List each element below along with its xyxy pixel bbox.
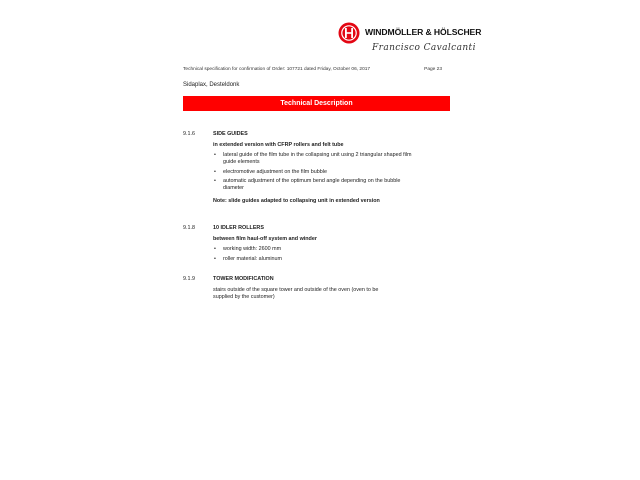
company-logo — [338, 20, 482, 56]
wh-logo-icon — [338, 22, 360, 44]
bullet-icon: • — [214, 168, 216, 175]
section-title: 10 IDLER ROLLERS — [213, 225, 264, 231]
list-item-text: automatic adjustment of the optimum bend angle depending on the bubble diameter — [223, 178, 401, 191]
section-title: TOWER MODIFICATION — [213, 276, 274, 282]
list-item-text: working width: 2600 mm — [223, 246, 282, 252]
section-title: SIDE GUIDES — [213, 131, 248, 137]
section-text: stairs outside of the square tower and outside of the oven (oven to be supplied by the customer) — [213, 287, 379, 301]
bullet-icon: • — [214, 178, 216, 185]
list-item-text: electromotive adjustment on the film bubble — [223, 168, 327, 175]
signature: Francisco Cavalcanti — [372, 43, 476, 53]
bullet-list — [213, 246, 413, 263]
section-subtitle: between film haul-off system and winder — [213, 236, 317, 242]
section-note: Note: slide guides adapted to collapsing unit in extended version — [213, 197, 380, 204]
customer-name: Sidaplax, Desteldonk — [183, 82, 240, 88]
bullet-icon: • — [214, 152, 216, 158]
brand-name: WINDMÖLLER & HÖLSCHER — [365, 27, 482, 37]
section-title-bar: Technical Description — [183, 96, 450, 111]
section-number: 9.1.8 — [183, 225, 195, 231]
list-item — [213, 169, 413, 176]
section-number: 9.1.6 — [183, 131, 195, 137]
list-item — [213, 178, 413, 192]
list-item — [213, 246, 413, 253]
spec-line: Technical specification for confirmation of Order: 107721 dated Friday, October 06, 2017 — [183, 67, 371, 72]
section-number: 9.1.9 — [183, 276, 195, 282]
bullet-icon: • — [214, 255, 216, 262]
list-item-text: lateral guide of the film tube in the collapsing unit using 2 triangular shaped film guide elements — [223, 152, 412, 165]
bullet-icon: • — [214, 246, 216, 252]
page-number: Page 23 — [424, 67, 442, 72]
list-item-text: roller material: aluminum — [223, 255, 283, 262]
spec-header — [183, 67, 442, 72]
list-item — [213, 152, 413, 166]
section-subtitle: in extended version with CFRP rollers and felt tube — [213, 142, 344, 148]
bullet-list — [213, 152, 413, 192]
list-item — [213, 256, 413, 263]
